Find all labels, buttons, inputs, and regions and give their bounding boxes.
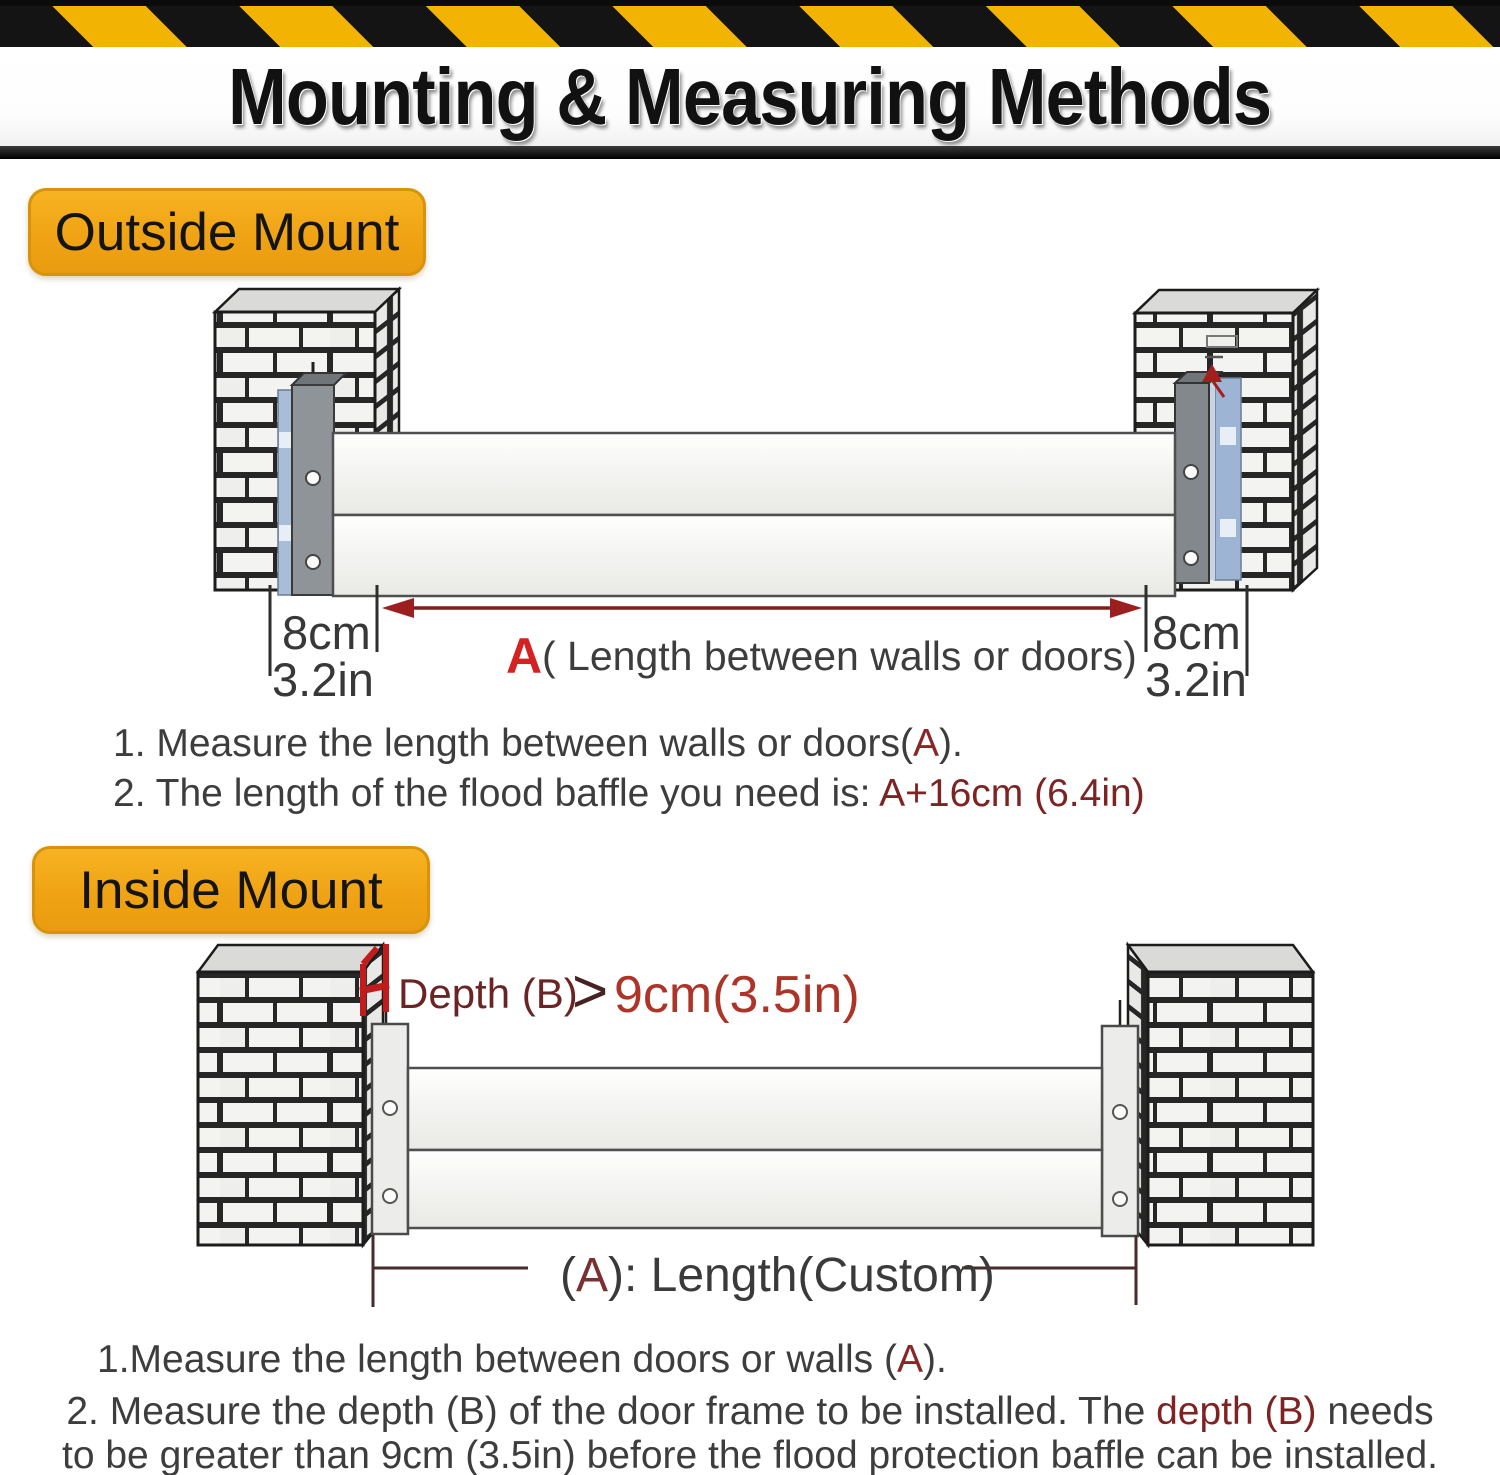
depth-label-group	[398, 957, 860, 1026]
outside-mount-badge	[28, 188, 426, 276]
inside-left-pillar	[198, 945, 383, 1245]
depth-gt: >	[572, 957, 609, 1026]
inside-left-bracket	[372, 1024, 408, 1234]
hazard-stripes	[0, 6, 1500, 48]
dim-right-cm: 8cm	[1152, 606, 1241, 659]
barrier-panel-bottom	[408, 1150, 1102, 1228]
dim-right-in: 3.2in	[1145, 653, 1247, 706]
inside-step-1: 1.Measure the length between doors or walls (A).	[97, 1338, 947, 1381]
screw-hole	[1184, 551, 1198, 565]
screw-hole	[383, 1101, 397, 1115]
screw-hole	[306, 555, 320, 569]
screw-hole	[1113, 1192, 1127, 1206]
dim-left-in: 3.2in	[272, 653, 374, 706]
screw-hole	[383, 1189, 397, 1203]
outside-right-bracket	[1175, 364, 1241, 583]
barrier-panel-bottom	[333, 515, 1175, 596]
span-label-a: A	[506, 628, 543, 684]
inside-step-2-line-2: to be greater than 9cm (3.5in) before the flood protection baffle can be installed.	[62, 1434, 1438, 1475]
arrow-head-right-icon	[1110, 598, 1142, 618]
inside-step-2-line-1: 2. Measure the depth (B) of the door frame to be installed. The depth (B) needs	[66, 1390, 1434, 1433]
inside-flood-barrier	[408, 1068, 1102, 1228]
inside-mount-diagram	[0, 935, 1500, 1335]
outside-measurements	[270, 585, 1247, 706]
inside-mount-badge	[32, 846, 430, 934]
outside-step-2: 2. The length of the flood baffle you need is: A+16cm (6.4in)	[113, 772, 1145, 815]
barrier-panel-top	[333, 433, 1175, 515]
page-title: Mounting & Measuring Methods	[228, 51, 1272, 141]
barrier-panel-top	[408, 1068, 1102, 1150]
inside-right-pillar	[1128, 945, 1313, 1245]
inside-mount-badge-label: Inside Mount	[79, 860, 383, 920]
screw-hole	[306, 471, 320, 485]
right-seal-strip	[1215, 378, 1241, 580]
depth-value: 9cm(3.5in)	[614, 966, 860, 1024]
screw-hole	[1113, 1105, 1127, 1119]
depth-label: Depth (B)	[398, 970, 578, 1017]
screw-hole	[1184, 465, 1198, 479]
dim-left-cm: 8cm	[282, 606, 371, 659]
header-title-band	[0, 47, 1500, 146]
outside-flood-barrier	[333, 433, 1175, 596]
outside-mount-diagram	[0, 280, 1500, 710]
span-label-text: ( Length between walls or doors)	[542, 633, 1137, 679]
outside-mount-badge-label: Outside Mount	[54, 202, 400, 262]
header-bottom-dark-bar	[0, 146, 1500, 159]
length-label: (A): Length(Custom)	[560, 1249, 995, 1302]
inside-measurements	[373, 1235, 1136, 1307]
outside-step-1: 1. Measure the length between walls or doors(A).	[113, 722, 963, 765]
inside-right-bracket	[1102, 1026, 1138, 1236]
arrow-head-left-icon	[382, 598, 414, 618]
